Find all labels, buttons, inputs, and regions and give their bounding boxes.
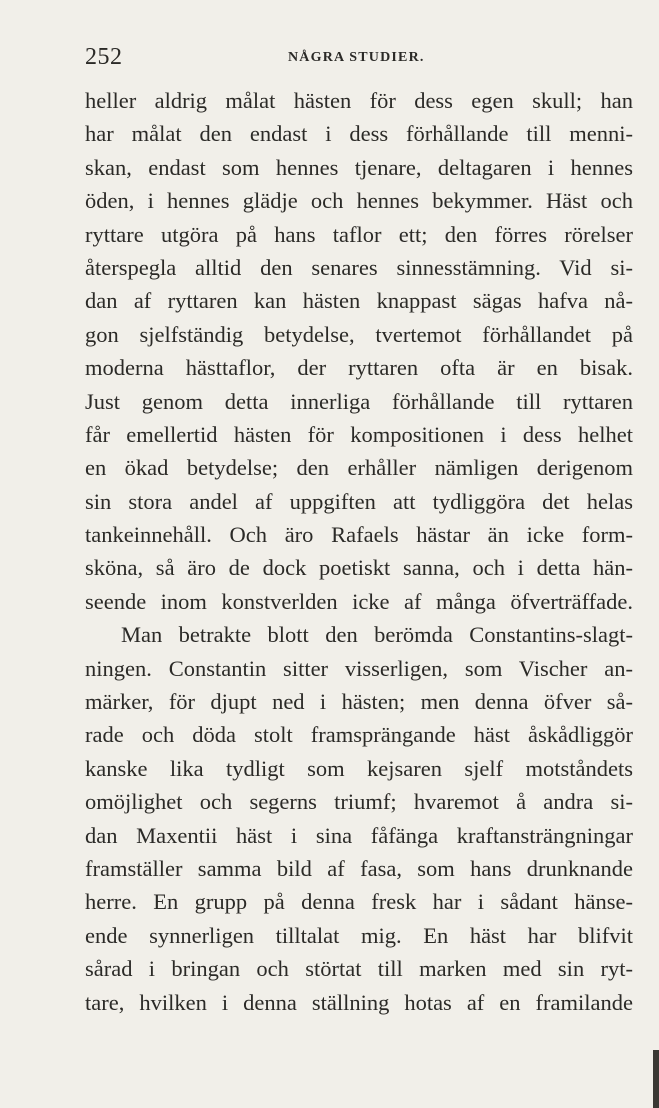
text-line: skan, endast som hennes tjenare, deltagaren i hennes	[85, 154, 633, 180]
text-line: sköna, så äro de dock poetiskt sanna, och i detta hän-	[85, 555, 633, 581]
text-line: får emellertid hästen för kompositionen i dess helhet	[85, 421, 633, 447]
page-number: 252	[85, 44, 123, 70]
text-line: Man betrakte blott den berömda Constantins-slagt-	[121, 622, 633, 648]
text-line: heller aldrig målat hästen för dess egen skull; han	[85, 88, 633, 113]
text-line: ningen. Constantin sitter visserligen, som Vischer an-	[85, 655, 633, 681]
text-line: öden, i hennes glädje och hennes bekymmer. Häst och	[85, 188, 633, 214]
text-line: gon sjelfständig betydelse, tvertemot förhållandet på	[85, 321, 633, 347]
running-head	[85, 44, 632, 70]
text-line: omöjlighet och segerns triumf; hvaremot å andra si-	[85, 789, 633, 815]
text-line: har målat den endast i dess förhållande till menni-	[85, 121, 633, 147]
text-line: ryttare utgöra på hans taflor ett; den förres rörelser	[85, 221, 633, 247]
text-line: sin stora andel af uppgiften att tydliggöra det helas	[85, 488, 633, 514]
text-line: tare, hvilken i denna ställning hotas af en framilande	[85, 989, 633, 1015]
text-line: seende inom konstverlden icke af många öfverträffade.	[85, 588, 633, 614]
text-line: herre. En grupp på denna fresk har i sådant hänse-	[85, 889, 633, 915]
text-line: återspegla alltid den senares sinnesstämning. Vid si-	[85, 254, 633, 280]
text-line: sårad i bringan och störtat till marken med sin ryt-	[85, 956, 633, 982]
text-line: ende synnerligen tilltalat mig. En häst har blifvit	[85, 922, 633, 948]
text-line: en ökad betydelse; den erhåller nämligen derigenom	[85, 455, 633, 481]
running-title: NÅGRA STUDIER.	[288, 50, 425, 65]
body-text	[85, 84, 633, 1019]
text-line: tankeinnehåll. Och äro Rafaels hästar än icke form-	[85, 522, 633, 548]
page-edge-mark	[653, 1050, 659, 1108]
text-line: dan Maxentii häst i sina fåfänga kraftansträngningar	[85, 822, 633, 848]
text-line: märker, för djupt ned i hästen; men denna öfver så-	[85, 689, 633, 715]
text-line: framställer samma bild af fasa, som hans drunknande	[85, 855, 633, 881]
text-line: Just genom detta innerliga förhållande till ryttaren	[85, 388, 633, 414]
text-line: moderna hästtaflor, der ryttaren ofta är en bisak.	[85, 355, 633, 381]
text-line: rade och döda stolt framsprängande häst åskådliggör	[85, 722, 633, 748]
text-line: dan af ryttaren kan hästen knappast sägas hafva nå-	[85, 288, 633, 314]
text-line: kanske lika tydligt som kejsaren sjelf motståndets	[85, 755, 633, 781]
